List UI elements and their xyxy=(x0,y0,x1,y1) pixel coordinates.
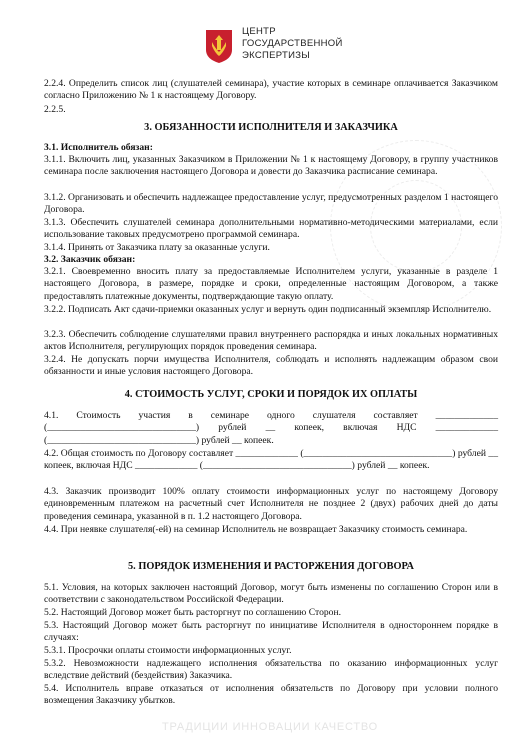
clause-3-1-2: 3.1.2. Организовать и обеспечить надлежащее предоставление услуг, предусмотренных разделом 1 настоящего Договора. xyxy=(44,192,498,216)
clause-5-1: 5.1. Условия, на которых заключен настоящий Договор, могут быть изменены по соглашению Сторон или в соответствии с законодательством Российской Федерации. xyxy=(44,582,498,606)
clause-4-1: 4.1. Стоимость участия в семинаре одного слушателя составляет _____________ (_______________________________) рублей __ копеек, включая НДС _____________ (_______________________________) рублей __ копеек. xyxy=(44,410,498,446)
clause-3-1: 3.1. Исполнитель обязан: xyxy=(44,142,153,153)
logo xyxy=(204,26,364,70)
clause-2-2-4: 2.2.4. Определить список лиц (слушателей семинара), участие которых в семинаре оплачивается Заказчиком согласно Приложению № 1 к настоящему Договору. xyxy=(44,78,498,102)
section-5-heading: 5. ПОРЯДОК ИЗМЕНЕНИЯ И РАСТОРЖЕНИЯ ДОГОВОРА xyxy=(128,561,414,572)
clause-3-1-4: 3.1.4. Принять от Заказчика плату за оказанные услуги. xyxy=(44,242,270,253)
clause-5-2: 5.2. Настоящий Договор может быть расторгнут по соглашению Сторон. xyxy=(44,607,341,618)
clause-5-4: 5.4. Исполнитель вправе отказаться от исполнения обязательств по Договору при условии полного возмещения Заказчику убытков. xyxy=(44,683,498,707)
clause-4-3: 4.3. Заказчик производит 100% оплату стоимости информационных услуг по настоящему Договору единовременным платежом на расчетный счет Исполнителя не позднее 2 (двух) рабочих дней до даты проведения семинара, указанной в п. 1.2 настоящего Договора. xyxy=(44,486,498,522)
clause-3-2-3: 3.2.3. Обеспечить соблюдение слушателями правил внутреннего распорядка и иных локальных нормативных актов Исполнителя, регулирующих порядок проведения семинара. xyxy=(44,329,498,353)
clause-5-3-1: 5.3.1. Просрочки оплаты стоимости информационных услуг. xyxy=(44,645,292,656)
section-4-heading: 4. СТОИМОСТЬ УСЛУГ, СРОКИ И ПОРЯДОК ИХ ОПЛАТЫ xyxy=(124,389,418,400)
logo-line-1: ЦЕНТР xyxy=(242,26,276,37)
section-3-heading: 3. ОБЯЗАННОСТИ ИСПОЛНИТЕЛЯ И ЗАКАЗЧИКА xyxy=(144,122,398,133)
clause-3-2-4: 3.2.4. Не допускать порчи имущества Исполнителя, соблюдать и исполнять надлежащим образом свои обязанности и иные условия настоящего Договора. xyxy=(44,354,498,378)
clause-4-4: 4.4. При неявке слушателя(-ей) на семинар Исполнитель не возвращает Заказчику стоимость семинара. xyxy=(44,524,468,535)
clause-3-1-3: 3.1.3. Обеспечить слушателей семинара дополнительными нормативно-методическими материалами, если использование таковых предусмотрено программой семинара. xyxy=(44,217,498,241)
emblem-icon xyxy=(204,28,234,64)
clause-3-2: 3.2. Заказчик обязан: xyxy=(44,254,136,265)
watermark: ТРАДИЦИИ ИННОВАЦИИ КАЧЕСТВО xyxy=(161,721,379,733)
clause-5-3: 5.3. Настоящий Договор может быть расторгнут по инициативе Исполнителя в одностороннем порядке в случаях: xyxy=(44,620,498,644)
clause-3-1-1: 3.1.1. Включить лиц, указанных Заказчиком в Приложении № 1 к настоящему Договору, в группу участников семинара после заключения настоящего Договора и довести до Заказчика расписание семинара. xyxy=(44,154,498,178)
clause-5-3-2: 5.3.2. Невозможности надлежащего исполнения обязательства по оказанию информационных услуг вследствие действий (бездействия) Заказчика. xyxy=(44,658,498,682)
clause-3-2-2: 3.2.2. Подписать Акт сдачи-приемки оказанных услуг и вернуть один подписанный экземпляр Исполнителю. xyxy=(44,304,492,315)
clause-3-2-1: 3.2.1. Своевременно вносить плату за предоставляемые Исполнителем услуги, указанные в разделе 1 настоящего Договора, в размере, порядке и сроки, определенные настоящим Договором, а также предоставлять платежные документы, подтверждающие такую оплату. xyxy=(44,266,498,302)
logo-line-2: ГОСУДАРСТВЕННОЙ xyxy=(242,38,343,49)
clause-2-2-5: 2.2.5. xyxy=(44,104,66,115)
logo-text xyxy=(242,26,343,62)
logo-line-3: ЭКСПЕРТИЗЫ xyxy=(242,50,310,61)
clause-4-2: 4.2. Общая стоимость по Договору составляет _____________ (_______________________________) рублей __ копеек, включая НДС _____________ (_______________________________) рублей __ копеек. xyxy=(44,448,498,472)
